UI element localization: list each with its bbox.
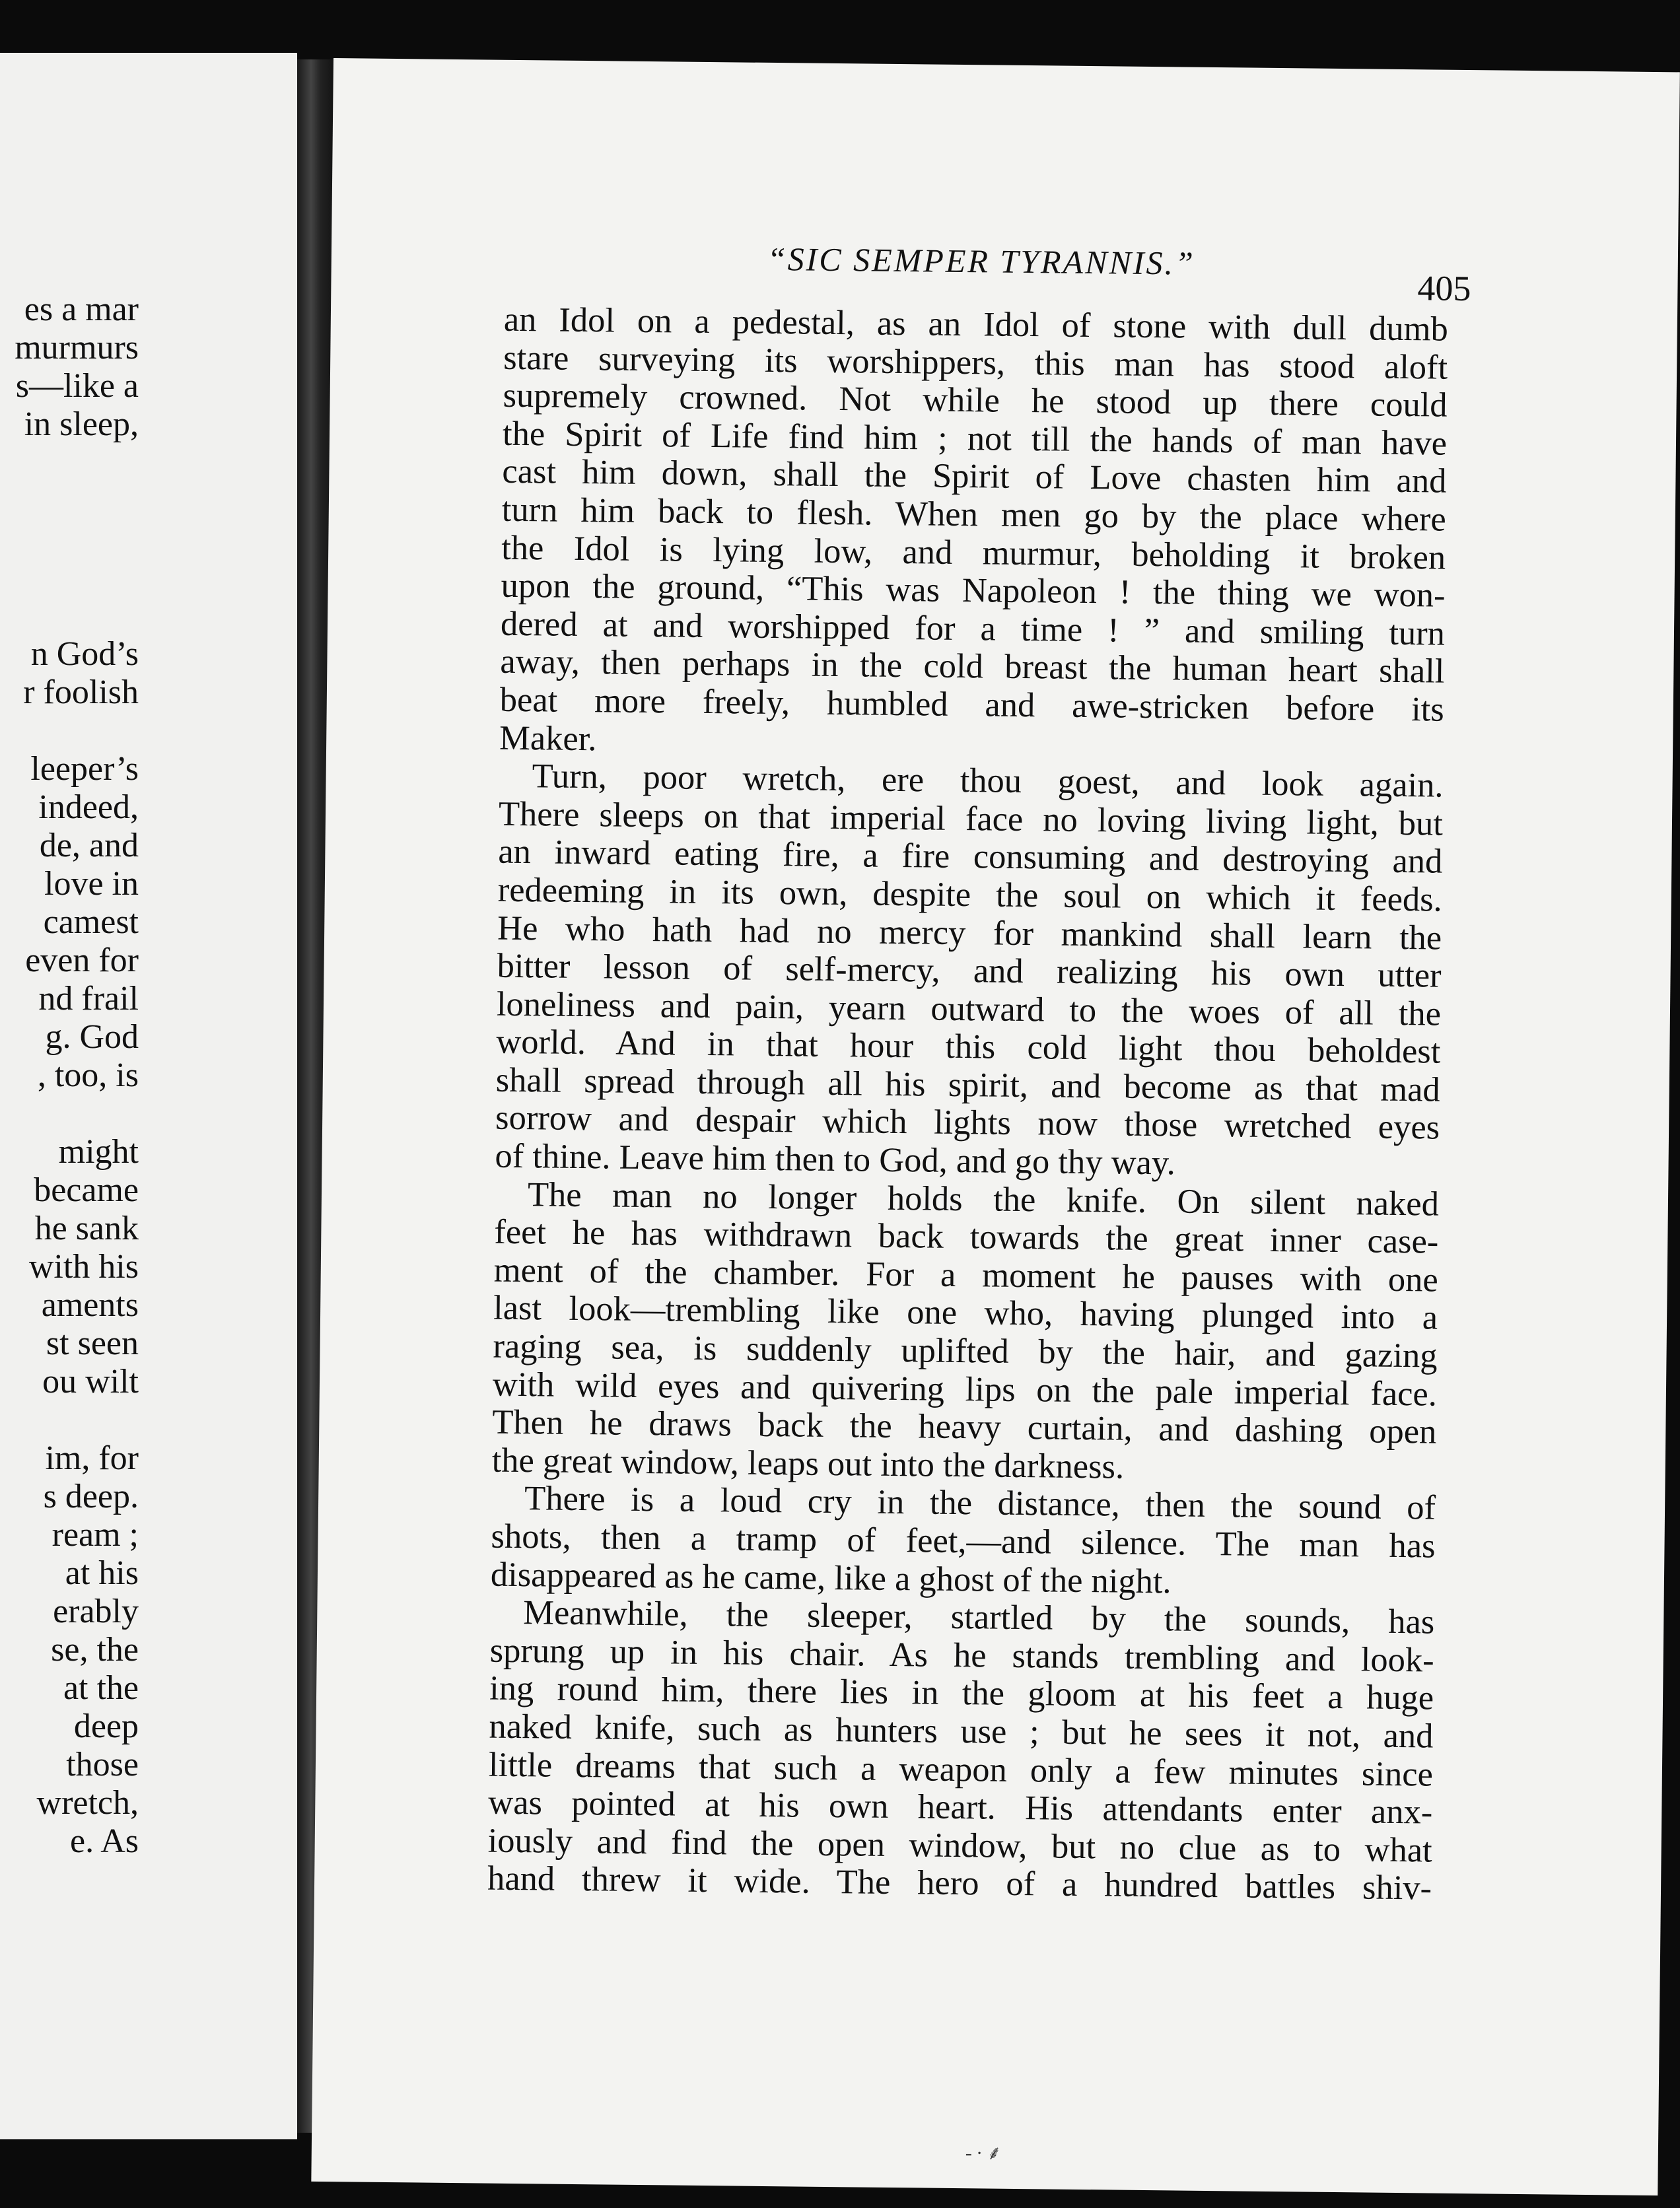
text-line: disappeared as he came, like a ghost of the night. <box>490 1555 1172 1601</box>
left-page-line: s—like a <box>15 367 139 405</box>
left-page-line: e. As <box>70 1822 139 1860</box>
left-page-line: erably <box>53 1593 139 1630</box>
left-page-line: g. God <box>45 1018 139 1056</box>
text-line: an Idol on a pedestal, as an Idol of stone with dull dumb <box>503 300 1449 349</box>
text-line: with wild eyes and quivering lips on the pale imperial face. <box>492 1365 1438 1414</box>
left-page-line: might <box>58 1133 139 1171</box>
text-line: Meanwhile, the sleeper, startled by the sounds, has <box>523 1593 1435 1641</box>
body-text <box>487 301 1448 1908</box>
text-line: There is a loud cry in the distance, then the sound of <box>524 1479 1436 1528</box>
left-page <box>0 53 297 2139</box>
text-line: upon the ground, “This was Napoleon ! the thing we won- <box>501 566 1446 615</box>
text-line: ing round him, there lies in the gloom at his feet a huge <box>489 1669 1434 1717</box>
text-line: cast him down, shall the Spirit of Love chasten him and <box>502 452 1447 501</box>
left-page-line: r foolish <box>23 673 139 711</box>
text-line: iously and find the open window, but no clue as to what <box>487 1821 1432 1870</box>
text-line: hand threw it wide. The hero of a hundred battles shiv- <box>487 1859 1432 1908</box>
left-page-line: murmurs <box>15 329 139 366</box>
left-page-line: camest <box>43 903 139 941</box>
left-page-line: n God’s <box>30 635 139 673</box>
text-line: of thine. Leave him then to God, and go thy way. <box>495 1136 1176 1183</box>
left-page-text <box>0 291 139 1861</box>
text-line: last look—trembling like one who, having plunged into a <box>493 1289 1438 1338</box>
text-line: shots, then a tramp of feet,—and silence. The man has <box>491 1517 1436 1566</box>
left-page-line: es a mar <box>24 291 139 328</box>
text-line: supremely crowned. Not while he stood up there could <box>503 376 1448 425</box>
left-page-line: became <box>34 1171 139 1209</box>
text-line: raging sea, is suddenly uplifted by the hair, and gazing <box>493 1327 1438 1375</box>
left-page-line: indeed, <box>38 788 139 826</box>
left-page-line: wretch, <box>36 1784 139 1822</box>
text-line: loneliness and pain, yearn outward to the woes of all the <box>496 984 1442 1033</box>
left-page-line: im, for <box>45 1439 139 1477</box>
page-number: 405 <box>1417 268 1471 309</box>
text-line: The man no longer holds the knife. On silent naked <box>527 1175 1440 1224</box>
left-page-line <box>0 1095 139 1133</box>
text-line: sprung up in his chair. As he stands trembling and look- <box>489 1631 1434 1680</box>
text-line: sorrow and despair which lights now those wretched eyes <box>495 1099 1440 1148</box>
text-line: There sleeps on that imperial face no loving living light, but <box>498 794 1444 843</box>
left-page-line: s deep. <box>43 1478 139 1515</box>
left-page-line <box>0 482 139 520</box>
left-page-line: love in <box>44 865 139 903</box>
text-line: stare surveying its worshippers, this man has stood aloft <box>503 338 1448 387</box>
text-line: naked knife, such as hunters use ; but he sees it not, and <box>489 1707 1434 1756</box>
left-page-line: aments <box>41 1286 139 1324</box>
text-line: dered at and worshipped for a time ! ” and smiling turn <box>500 604 1446 653</box>
text-line: was pointed at his own heart. His attendants enter anx- <box>488 1783 1433 1832</box>
text-line: the Spirit of Life find him ; not till the hands of man have <box>502 414 1448 463</box>
text-line: turn him back to flesh. When men go by the place where <box>501 490 1447 539</box>
left-page-line: at his <box>65 1554 139 1592</box>
left-page-line: se, the <box>51 1631 139 1669</box>
left-page-line <box>0 444 139 482</box>
text-line: He who hath had no mercy for mankind shall learn the <box>497 909 1442 957</box>
left-page-line: , too, is <box>37 1056 139 1094</box>
text-line: the Idol is lying low, and murmur, beholding it broken <box>501 528 1446 577</box>
left-page-line: nd frail <box>38 980 139 1018</box>
text-line: an inward eating fire, a fire consuming and destroying and <box>498 832 1443 881</box>
left-page-line: leeper’s <box>30 750 139 788</box>
left-page-line: deep <box>73 1708 139 1745</box>
text-line: Maker. <box>499 718 597 758</box>
left-page-line: even for <box>25 942 139 979</box>
running-head: “SIC SEMPER TYRANNIS.” <box>767 240 1196 282</box>
text-line: Then he draws back the heavy curtain, and dashing open <box>492 1402 1437 1451</box>
text-line: redeeming in its own, despite the soul on which it feeds. <box>497 870 1443 919</box>
left-page-line <box>0 559 139 597</box>
text-line: Turn, poor wretch, ere thou goest, and look again. <box>532 757 1444 805</box>
text-line: the great window, leaps out into the darkness. <box>491 1441 1125 1486</box>
printer-ornament: - ∙ ⸙ <box>965 2142 1002 2164</box>
left-page-line: in sleep, <box>24 405 139 443</box>
left-page-line: de, and <box>39 827 139 864</box>
text-line: bitter lesson of self-mercy, and realizing his own utter <box>497 946 1442 995</box>
left-page-line: with his <box>28 1248 139 1286</box>
left-page-line <box>0 1401 139 1439</box>
left-page-line: ou wilt <box>42 1363 139 1400</box>
left-page-line: those <box>66 1746 139 1783</box>
text-line: feet he has withdrawn back towards the great inner case- <box>494 1212 1439 1261</box>
left-page-line: he sank <box>34 1210 139 1247</box>
left-page-line: ream ; <box>52 1516 139 1554</box>
text-line: ment of the chamber. For a moment he pauses with one <box>493 1251 1439 1299</box>
left-page-line <box>0 712 139 750</box>
left-page-line <box>0 597 139 635</box>
left-page-line: st seen <box>46 1325 139 1362</box>
left-page-line: at the <box>63 1669 139 1707</box>
right-page <box>311 58 1680 2195</box>
text-line: little dreams that such a weapon only a few minutes since <box>488 1745 1434 1794</box>
text-line: world. And in that hour this cold light thou beholdest <box>496 1022 1441 1071</box>
text-line: away, then perhaps in the cold breast the human heart shall <box>500 642 1445 691</box>
text-line: beat more freely, humbled and awe-stricken before its <box>499 680 1445 729</box>
text-line: shall spread through all his spirit, and become as that mad <box>495 1060 1441 1109</box>
left-page-line <box>0 520 139 559</box>
